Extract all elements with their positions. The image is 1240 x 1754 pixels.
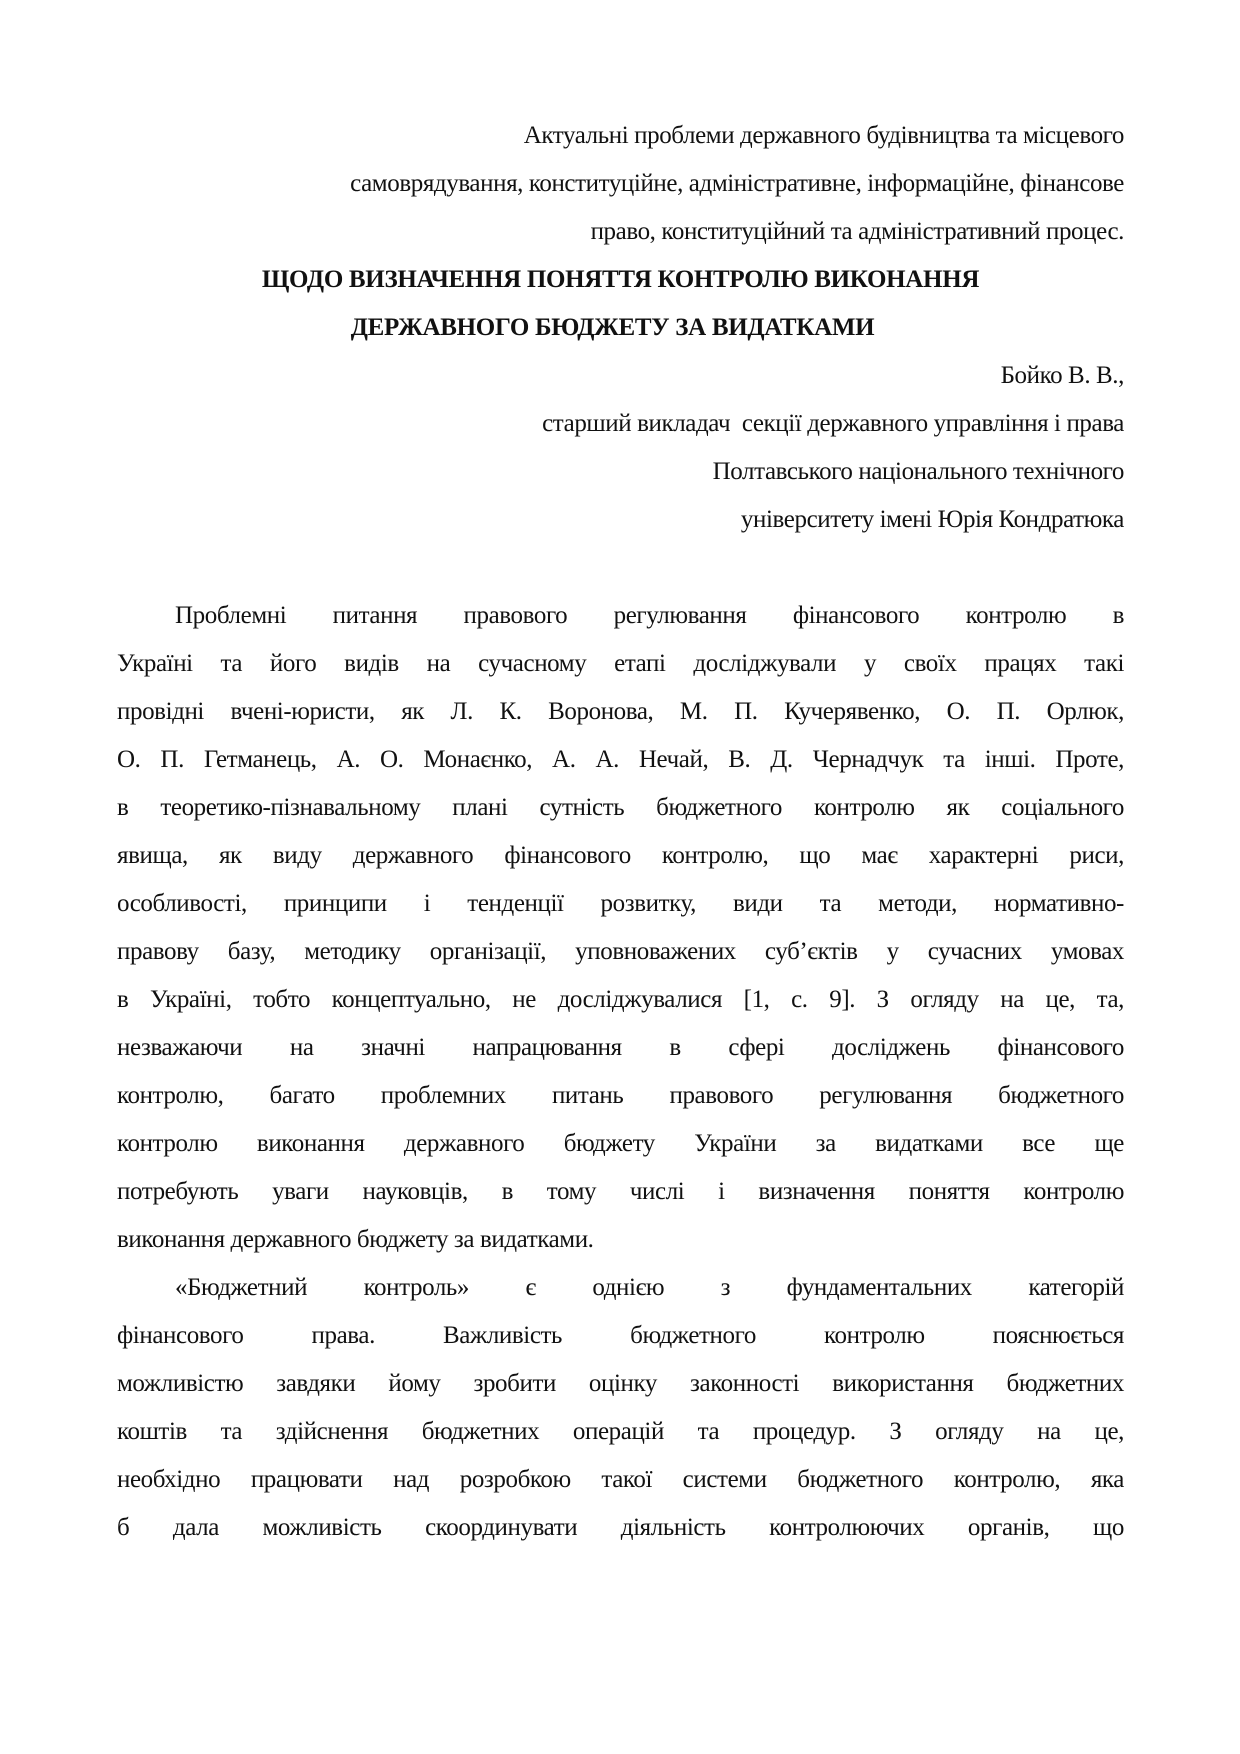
paragraph-line: Україні та його видів на сучасному етапі досліджували у своїх працях такі [117, 650, 1124, 677]
journal-rubric [117, 112, 1124, 256]
author-name: Бойко В. В., [1000, 362, 1124, 389]
paragraph-line: б дала можливість скоординувати діяльність контролюючих органів, що [117, 1514, 1124, 1541]
paragraph-line: можливістю завдяки йому зробити оцінку законності використання бюджетних [117, 1370, 1124, 1397]
paragraph-line: в Україні, тобто концептуально, не досліджувалися [1, с. 9]. З огляду на це, та, [117, 986, 1124, 1013]
rubric-line: Актуальні проблеми державного будівництва та місцевого [523, 122, 1124, 149]
paragraph-line: необхідно працювати над розробкою такої системи бюджетного контролю, яка [117, 1466, 1124, 1493]
paragraph-line: правову базу, методику організації, уповноважених суб’єктів у сучасних умовах [117, 938, 1124, 965]
paragraph-line: незважаючи на значні напрацювання в сфері досліджень фінансового [117, 1034, 1124, 1061]
paragraph-line: виконання державного бюджету за видатками. [117, 1226, 594, 1253]
title-line: ДЕРЖАВНОГО БЮДЖЕТУ ЗА ВИДАТКАМИ [350, 314, 875, 341]
paragraph-2 [117, 1264, 1124, 1552]
rubric-line: право, конституційний та адміністративний процес. [590, 218, 1124, 245]
paragraph-1 [117, 592, 1124, 1264]
paragraph-line: явища, як виду державного фінансового контролю, що має характерні риси, [117, 842, 1124, 869]
paragraph-line: Проблемні питання правового регулювання фінансового контролю в [175, 602, 1124, 629]
paragraph-line: контролю виконання державного бюджету України за видатками все ще [117, 1130, 1124, 1157]
rubric-line: самоврядування, конституційне, адміністративне, інформаційне, фінансове [350, 170, 1124, 197]
author-block [117, 352, 1124, 544]
author-affiliation-line: старший викладач секції державного управління і права [542, 410, 1124, 437]
paragraph-line: провідні вчені-юристи, як Л. К. Воронова, М. П. Кучерявенко, О. П. Орлюк, [117, 698, 1124, 725]
article-title [117, 256, 1124, 352]
paragraph-line: фінансового права. Важливість бюджетного контролю пояснюється [117, 1322, 1124, 1349]
author-affiliation-line: університету імені Юрія Кондратюка [740, 506, 1124, 533]
paragraph-line: О. П. Гетманець, А. О. Монаєнко, А. А. Нечай, В. Д. Чернадчук та інші. Проте, [117, 746, 1124, 773]
paragraph-line: контролю, багато проблемних питань правового регулювання бюджетного [117, 1082, 1124, 1109]
document-page [117, 112, 1124, 1552]
paragraph-line: особливості, принципи і тенденції розвитку, види та методи, нормативно- [117, 890, 1124, 917]
title-line: ЩОДО ВИЗНАЧЕННЯ ПОНЯТТЯ КОНТРОЛЮ ВИКОНАННЯ [261, 266, 980, 293]
author-affiliation-line: Полтавського національного технічного [712, 458, 1124, 485]
paragraph-line: в теоретико-пізнавальному плані сутність бюджетного контролю як соціального [117, 794, 1124, 821]
paragraph-line: потребують уваги науковців, в тому числі і визначення поняття контролю [117, 1178, 1124, 1205]
paragraph-line: коштів та здійснення бюджетних операцій та процедур. З огляду на це, [117, 1418, 1124, 1445]
spacer [117, 544, 1124, 592]
paragraph-line: «Бюджетний контроль» є однією з фундаментальних категорій [175, 1274, 1124, 1301]
